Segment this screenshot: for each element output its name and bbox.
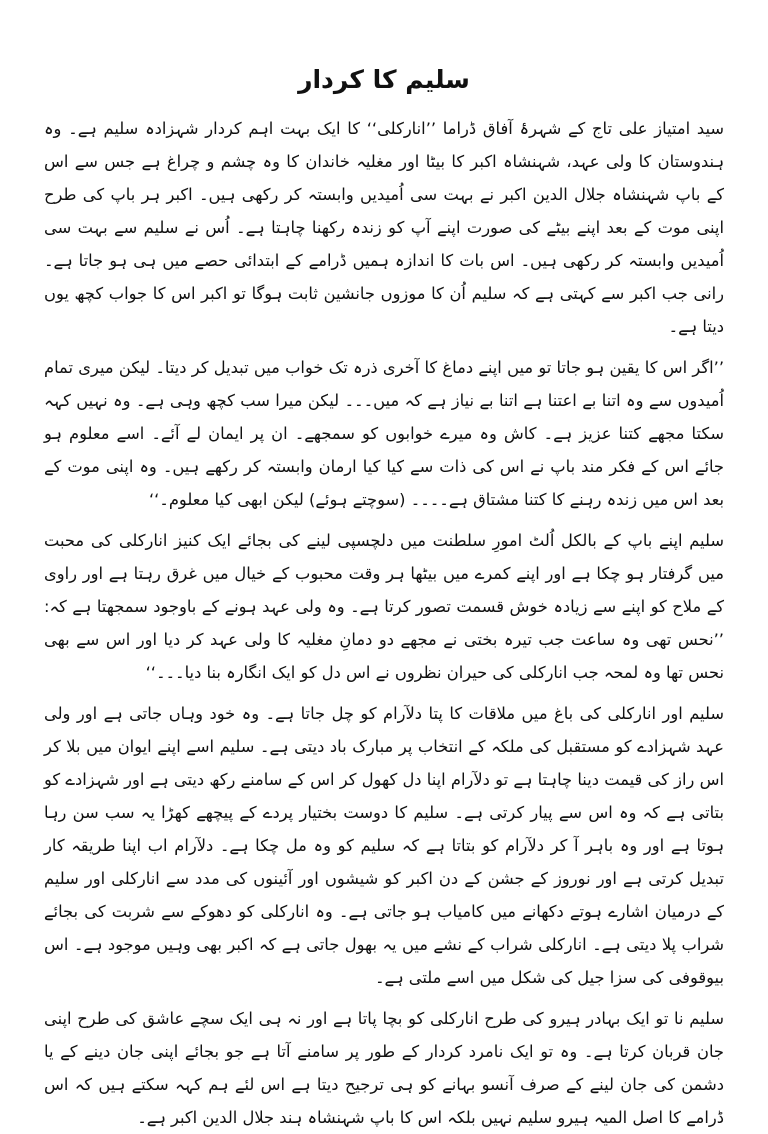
paragraph-akbar-quote: ’’اگر اس کا یقین ہو جاتا تو میں اپنے دماغ کا آخری ذرہ تک خواب میں تبدیل کر دیتا۔ لیکن میری تمام اُمیدوں سے وہ اتنا بے اعتنا ہے اتنا بے نیاز ہے کہ میں۔۔۔ لیکن میرا سب کچھ وہی ہے۔ وہ نہیں کہہ سکتا مجھے کتنا عزیز ہے۔ کاش وہ میرے خوابوں کو سمجھے۔ ان پر ایمان لے آئے۔ اسے معلوم ہو جائے اس کے فکر مند باپ نے اس کی ذات سے کیا کیا ارمان وابستہ کر رکھے ہیں۔ وہ اپنی موت کے بعد اس میں زندہ رہنے کا کتنا مشتاق ہے۔۔۔۔ (سوچتے ہوئے) لیکن ابھی کیا معلوم۔‘‘ xyxy=(44,358,724,509)
paragraph-dilaram: سلیم اور انارکلی کی باغ میں ملاقات کا پتا دلآرام کو چل جاتا ہے۔ وہ خود وہاں جاتی ہے اور ولی عہد شہزادے کو مستقبل کی ملکہ کے انتخاب پر مبارک باد دیتی ہے۔ سلیم اسے اپنے ایوان میں بلا کر اس راز کی قیمت دینا چاہتا ہے تو دلآرام اپنا دل کھول کر اس کے سامنے رکھ دیتی ہے اور شہزادے کو بتاتی ہے کہ وہ اس سے پیار کرتی ہے۔ سلیم کا دوست بختیار پردے کے پیچھے کھڑا یہ سب سن رہا ہوتا ہے اور وہ باہر آ کر دلآرام کو بتاتا ہے کہ سلیم کو وہ مل چکا ہے۔ دلآرام اب اپنا طریقہ کار تبدیل کرتی ہے اور نوروز کے جشن کے دن اکبر کو شیشوں اور آئینوں کی مدد سے انارکلی اور سلیم کے درمیان اشارے ہوتے دکھانے میں کامیاب ہو جاتی ہے۔ وہ انارکلی کو دھوکے سے شربت کی بجائے شراب پلا دیتی ہے۔ انارکلی شراب کے نشے میں یہ بھول جاتی ہے کہ اکبر بھی وہیں موجود ہے۔ اس بیوقوفی کی سزا جیل کی شکل میں اسے ملتی ہے۔ xyxy=(44,704,724,987)
document-title: سلیم کا کردار xyxy=(298,65,470,94)
paragraph-intro: سید امتیاز علی تاج کے شہرۂ آفاق ڈراما ’’انارکلی‘‘ کا ایک بہت اہم کردار شہزادہ سلیم ہے۔ وہ ہندوستان کا ولی عہد، شہنشاہ اکبر کا بیٹا اور مغلیہ خاندان کا وہ چشم و چراغ ہے جس سے اس کے باپ شہنشاہ جلال الدین اکبر نے بہت سی اُمیدیں وابستہ کر رکھی ہیں۔ اکبر ہر باپ کی طرح اپنی موت کے بعد اپنے بیٹے کی صورت اپنے آپ کو زندہ رکھنا چاہتا ہے۔ اُس نے سلیم سے بہت سی اُمیدیں وابستہ کر رکھی ہیں۔ اس بات کا اندازہ ہمیں ڈرامے کے ابتدائی حصے میں ہی ہو جاتا ہے۔ رانی جب اکبر سے کہتی ہے کہ سلیم اُن کا موزوں جانشین ثابت ہوگا تو اکبر اس کا جواب کچھ یوں دیتا ہے۔ xyxy=(44,119,724,336)
paragraph-conclusion: سلیم نا تو ایک بہادر ہیرو کی طرح انارکلی کو بچا پاتا ہے اور نہ ہی ایک سچے عاشق کی طرح اپنی جان قربان کرتا ہے۔ وہ تو ایک نامرد کردار کے طور پر سامنے آتا ہے جو بجائے اپنی جان دینے کے یا دشمن کی جان لینے کے صرف آنسو بہانے کو ہی ترجیح دیتا ہے اس لئے ہم کہہ سکتے ہیں کہ اس ڈرامے کا اصل المیہ ہیرو سلیم نہیں بلکہ اس کا باپ شہنشاہ ہند جلال الدین اکبر ہے۔ xyxy=(44,1009,724,1127)
paragraph-salim-love: سلیم اپنے باپ کے بالکل اُلٹ امورِ سلطنت میں دلچسپی لینے کی بجائے ایک کنیز انارکلی کی محبت میں گرفتار ہو چکا ہے اور اپنے کمرے میں بیٹھا ہر وقت محبوب کے خیال میں غرق رہتا ہے اور راوی کے ملاح کو اپنے سے زیادہ خوش قسمت تصور کرتا ہے۔ وہ ولی عہد ہونے کے باوجود سمجھتا ہے کہ: ’’نحس تھی وہ ساعت جب تیرہ بختی نے مجھے دو دمانِ مغلیہ کا ولی عہد کر دیا اور اس سے بھی نحس تھا وہ لمحہ جب انارکلی کی حیران نظروں نے اس دل کو ایک انگارہ بنا دیا۔۔۔‘‘ xyxy=(44,531,724,682)
